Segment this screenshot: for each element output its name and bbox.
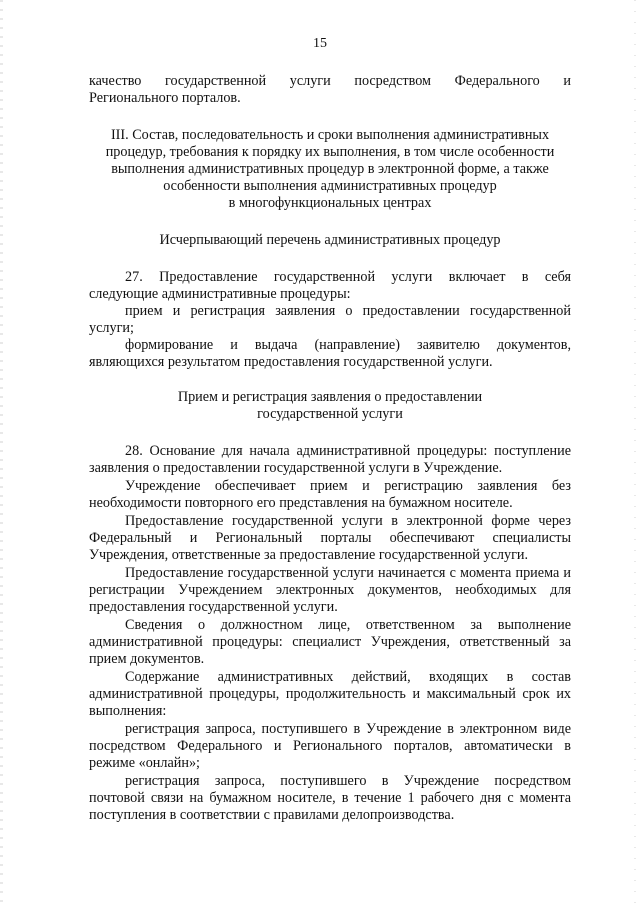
item-27-line-1: 27. Предоставление государственной услуги включает в себя	[125, 269, 571, 285]
scan-edge-left	[0, 0, 3, 905]
item-28-paragraph-4: Предоставление государственной услуги начинается с момента приема и регистрации Учреждением электронных документов, необходимых для предоставления государственной услуги.	[89, 565, 571, 615]
item-28-paragraph-8: регистрация запроса, поступившего в Учреждение посредством почтовой связи на бумажном носителе, в течение 1 рабочего дня с момента поступления в соответствии с правилами делопроизводства.	[89, 773, 571, 823]
scan-edge-right	[634, 0, 636, 905]
exhaustive-list-heading: Исчерпывающий перечень административных процедур	[159, 232, 501, 248]
item-28-paragraph-3: Предоставление государственной услуги в электронной форме через Федеральный и Региональный порталы обеспечивают специалисты Учреждения, ответственные за предоставление государственной услуги.	[89, 513, 571, 563]
subsection-heading	[89, 389, 571, 423]
section-heading-line-5: в многофункциональных центрах	[228, 195, 432, 211]
page-number: 15	[313, 36, 327, 51]
subsection-heading-line-2: государственной услуги	[257, 406, 403, 422]
item-28-paragraph-5: Сведения о должностном лице, ответственном за выполнение административной процедуры: специалист Учреждения, ответственный за прием документов.	[89, 617, 571, 667]
item-27-procedure-2: формирование и выдача (направление) заявителю документов, являющихся результатом предоставления государственной услуги.	[89, 337, 571, 370]
intro-line-1: качество государственной услуги посредством Федерального и	[89, 73, 571, 89]
item-28-paragraph-2: Учреждение обеспечивает прием и регистрацию заявления без необходимости повторного его представления на бумажном носителе.	[89, 478, 571, 511]
item-28-paragraph-1: 28. Основание для начала административной процедуры: поступление заявления о предоставлении государственной услуги в Учреждение.	[89, 443, 571, 476]
intro-line-2: Регионального порталов.	[89, 90, 241, 106]
item-28-paragraph-6: Содержание административных действий, входящих в состав административной процедуры, продолжительность и максимальный срок их выполнения:	[89, 669, 571, 719]
item-27-procedure-1: прием и регистрация заявления о предоставлении государственной услуги;	[89, 303, 571, 336]
section-heading-line-1: III. Состав, последовательность и сроки выполнения административных	[110, 127, 550, 143]
section-heading-line-3: выполнения административных процедур в электронной форме, а также	[111, 161, 549, 177]
section-heading-line-4: особенности выполнения административных процедур	[163, 178, 497, 194]
item-27-line-2: следующие административные процедуры:	[89, 286, 351, 302]
section-heading-line-2: процедур, требования к порядку их выполнения, в том числе особенности	[105, 144, 555, 160]
page-content	[89, 73, 571, 824]
subsection-heading-line-1: Прием и регистрация заявления о предоставлении	[177, 389, 483, 405]
section-heading	[89, 127, 571, 212]
item-28-paragraph-7: регистрация запроса, поступившего в Учреждение в электронном виде посредством Федерального и Регионального порталов, автоматически в режиме «онлайн»;	[89, 721, 571, 771]
